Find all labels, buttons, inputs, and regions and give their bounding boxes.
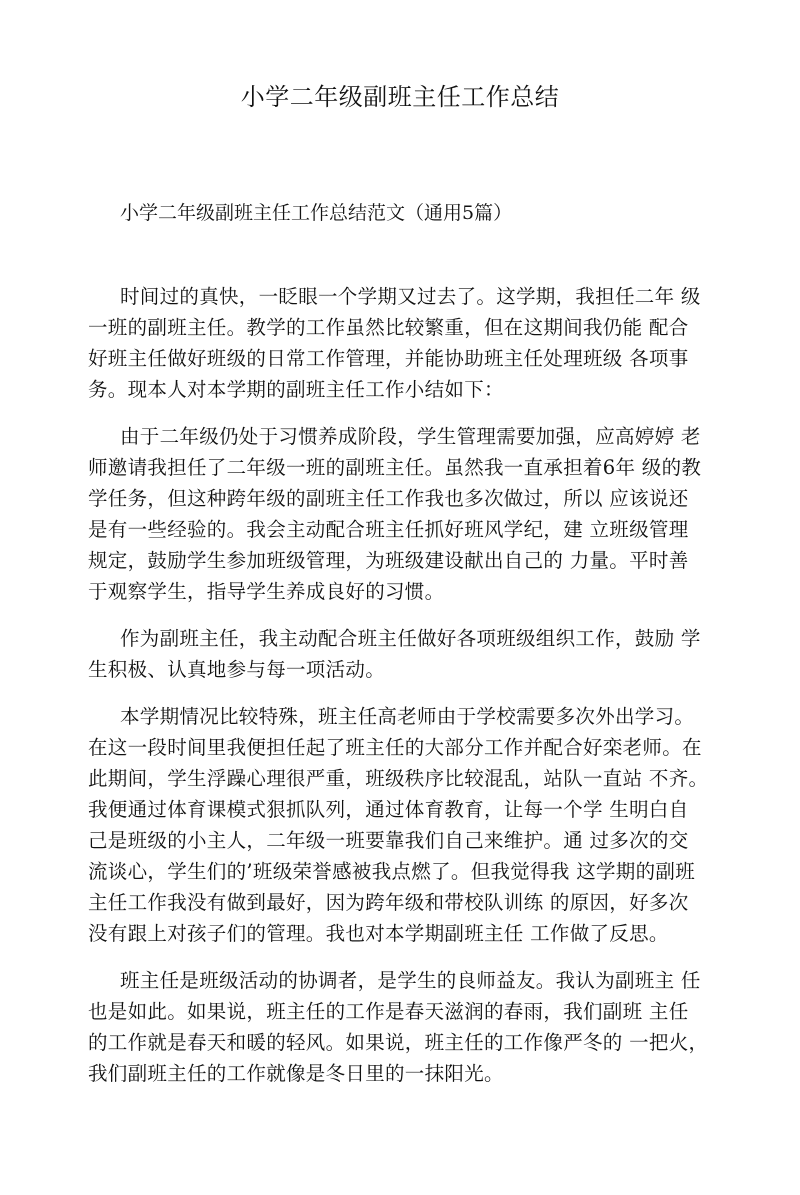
body-paragraph [88, 421, 728, 607]
body-paragraph [88, 965, 728, 1089]
paragraph-line: 班主任是班级活动的协调者，是学生的良师益友。我认为副班主 任 [120, 969, 701, 992]
paragraph-line: 此期间，学生浮躁心理很严重，班级秩序比较混乱，站队一直站 不齐。 [88, 767, 709, 790]
body-paragraph [88, 701, 728, 949]
paragraph-line: 的工作就是春天和暖的轻风。如果说，班主任的工作像严冬的 一把火， [88, 1031, 709, 1054]
paragraph-line: 一班的副班主任。教学的工作虽然比较繁重，但在这期间我仍能 配合 [88, 316, 689, 339]
paragraph-line: 生积极、认真地参与每一项活动。 [88, 658, 386, 681]
paragraph-line: 师邀请我担任了二年级一班的副班主任。虽然我一直承担着6年 级的教 [88, 456, 702, 479]
paragraph-line: 我便通过体育课模式狠抓队列，通过体育教育，让每一个学 生明白自 [88, 798, 689, 821]
paragraph-line: 主任工作我没有做到最好，因为跨年级和带校队训练 的原因，好多次 [88, 891, 689, 914]
body-paragraph [88, 281, 728, 405]
paragraph-line: 己是班级的小主人，二年级一班要靠我们自己来维护。通 过多次的交 [88, 829, 689, 852]
paragraph-line: 规定，鼓励学生参加班级管理，为班级建设献出自己的 力量。平时善 [88, 549, 689, 572]
paragraph-line: 时间过的真快，一眨眼一个学期又过去了。这学期，我担任二年 级 [120, 285, 701, 308]
paragraph-line: 于观察学生，指导学生养成良好的习惯。 [88, 580, 445, 603]
paragraph-line: 务。现本人对本学期的副班主任工作小结如下： [88, 378, 504, 401]
paragraph-line: 在这一段时间里我便担任起了班主任的大部分工作并配合好栾老师。在 [88, 736, 702, 759]
paragraph-line: 没有跟上对孩子们的管理。我也对本学期副班主任 工作做了反思。 [88, 922, 669, 945]
paragraph-line: 作为副班主任，我主动配合班主任做好各项班级组织工作，鼓励 学 [120, 627, 701, 650]
paragraph-line: 由于二年级仍处于习惯养成阶段，学生管理需要加强，应高婷婷 老 [120, 425, 701, 448]
document-title: 小学二年级副班主任工作总结 [240, 83, 560, 111]
document-body [88, 281, 728, 1105]
paragraph-line: 流谈心，学生们的’班级荣誉感被我点燃了。但我觉得我 这学期的副班 [88, 860, 695, 883]
paragraph-line: 本学期情况比较特殊，班主任高老师由于学校需要多次外出学习。 [120, 705, 695, 728]
paragraph-line: 也是如此。如果说，班主任的工作是春天滋润的春雨，我们副班 主任 [88, 1000, 689, 1023]
body-paragraph [88, 623, 728, 685]
paragraph-line: 好班主任做好班级的日常工作管理，并能协助班主任处理班级 各项事 [88, 347, 689, 370]
paragraph-line: 是有一些经验的。我会主动配合班主任抓好班风学纪，建 立班级管理 [88, 518, 689, 541]
paragraph-line: 学任务，但这种跨年级的副班主任工作我也多次做过，所以 应该说还 [88, 487, 689, 510]
document-subtitle: 小学二年级副班主任工作总结范文（通用5篇） [120, 202, 513, 224]
paragraph-line: 我们副班主任的工作就像是冬日里的一抹阳光。 [88, 1062, 504, 1085]
